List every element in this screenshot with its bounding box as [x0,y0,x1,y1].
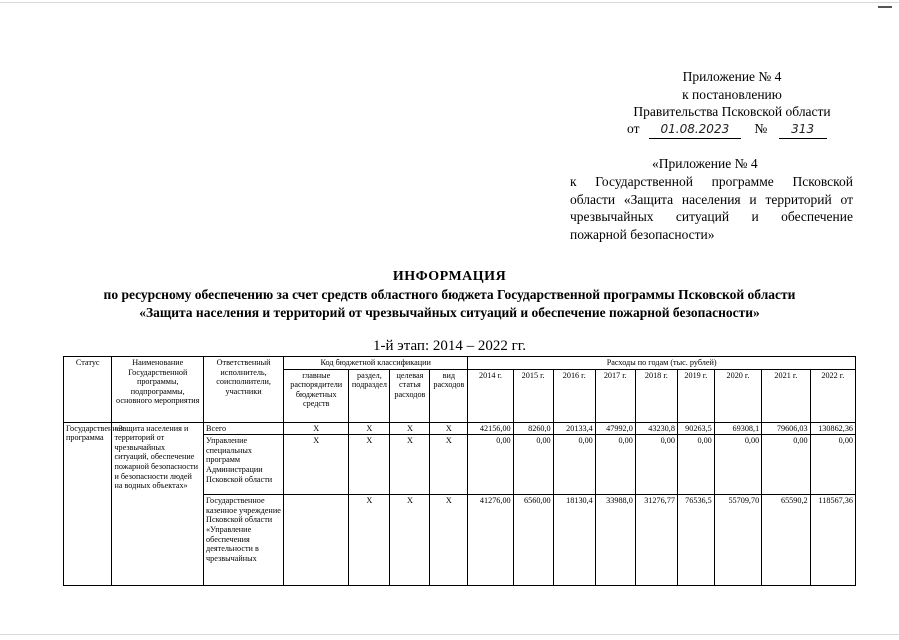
header-expenses: Расходы по годам (тыс. рублей) [468,357,856,370]
program-appendix-block [570,155,853,244]
stage-label: 1-й этап: 2014 – 2022 гг. [373,338,526,354]
header-year-2015: 2015 г. [513,369,553,422]
header-year-2016: 2016 г. [553,369,595,422]
date-prefix: от [627,121,640,136]
executor-text: Государственное казенное учреждение Псковской области «Управление обеспечения деятельности в чрезвычайных [206,496,281,563]
value-cell: 43230,8 [635,422,677,435]
header-year-2021: 2021 г. [762,369,810,422]
value-cell: 130862,36 [810,422,855,435]
code-cell: Х [349,422,390,435]
handwritten-date: 01.08.2023 [649,121,741,139]
header-year-2019: 2019 г. [677,369,714,422]
code-cell: Х [430,435,468,495]
header-bcc-managers: главные распорядители бюджетных средств [284,369,349,422]
header-status: Статус [64,357,112,423]
value-cell: 0,00 [762,435,810,495]
value-cell: 0,00 [468,435,513,495]
value-cell: 0,00 [595,435,635,495]
resolution-date-line [627,120,827,139]
value-cell: 31276,77 [635,495,677,586]
value-cell: 41276,00 [468,495,513,586]
header-year-2018: 2018 г. [635,369,677,422]
value-cell: 76536,5 [677,495,714,586]
value-cell: 65590,2 [762,495,810,586]
executor-cell [204,495,284,586]
status-cell: Государственная программа [64,422,112,586]
header-year-2020: 2020 г. [714,369,761,422]
number-prefix: № [754,121,768,136]
header-year-2022: 2022 г. [810,369,855,422]
code-cell: Х [284,435,349,495]
resolution-appendix-block [612,68,852,121]
code-cell: Х [349,435,390,495]
program-appendix-title: «Приложение № 4 [652,156,758,171]
value-cell: 55709,70 [714,495,761,586]
program-appendix-body: к Государственной программе Псковской области «Защита населения и территорий от чрезвычайных ситуаций и обеспечение пожарной безопасности» [570,173,853,243]
code-cell: Х [430,422,468,435]
value-cell: 18130,4 [553,495,595,586]
header-bcc-article: целевая статья расходов [390,369,430,422]
heading-title: ИНФОРМАЦИЯ [392,269,507,284]
code-cell: Х [430,495,468,586]
document-heading [0,268,899,322]
header-year-2017: 2017 г. [595,369,635,422]
executor-cell: Всего [204,422,284,435]
header-bcc-section: раздел, подраздел [349,369,390,422]
appendix-line-2: к постановлению [682,86,782,102]
table-row [64,422,856,435]
program-name-cell [112,422,204,586]
value-cell: 0,00 [513,435,553,495]
scan-corner-mark [878,6,892,8]
header-year-2014: 2014 г. [468,369,513,422]
code-cell: Х [390,422,430,435]
value-cell: 0,00 [635,435,677,495]
value-cell: 8260,0 [513,422,553,435]
value-cell: 42156,00 [468,422,513,435]
header-bcc: Код бюджетной классификации [284,357,468,370]
value-cell: 0,00 [553,435,595,495]
heading-line-3: «Защита населения и территорий от чрезвычайных ситуаций и обеспечение пожарной безопасности» [139,305,760,320]
header-executor: Ответственный исполнитель, соисполнители, участники [204,357,284,423]
appendix-line-1: Приложение № 4 [682,69,782,84]
code-cell: Х [390,435,430,495]
value-cell: 118567,36 [810,495,855,586]
value-cell: 0,00 [677,435,714,495]
value-cell: 47992,0 [595,422,635,435]
header-name: Наименование Государственной программы, подпрограммы, основного мероприятия [112,357,204,423]
scan-edge-top [0,2,899,3]
value-cell: 20133,4 [553,422,595,435]
resource-table [63,356,856,586]
value-cell: 33988,0 [595,495,635,586]
value-cell: 90263,5 [677,422,714,435]
value-cell: 6560,00 [513,495,553,586]
code-cell: Х [349,495,390,586]
code-cell [284,495,349,586]
value-cell: 79606,03 [762,422,810,435]
value-cell: 0,00 [810,435,855,495]
handwritten-number: 313 [779,121,827,139]
executor-cell: Управление специальных программ Администрации Псковской области [204,435,284,495]
value-cell: 69308,1 [714,422,761,435]
scan-edge-bottom [0,634,899,635]
code-cell: Х [284,422,349,435]
code-cell: Х [390,495,430,586]
appendix-line-3: Правительства Псковской области [633,104,831,119]
program-name-text: «Защита населения и территорий от чрезвычайных ситуаций, обеспечение пожарной безопасности и безопасности людей на водных объектах» [114,423,198,491]
header-bcc-type: вид расходов [430,369,468,422]
heading-line-2: по ресурсному обеспечению за счет средств областного бюджета Государственной программы Псковской области [103,287,796,302]
value-cell: 0,00 [714,435,761,495]
